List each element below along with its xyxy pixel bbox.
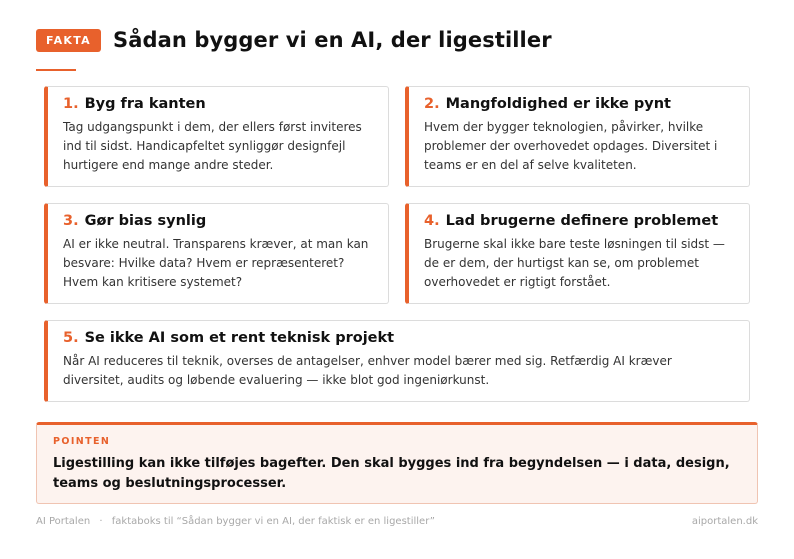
footer bbox=[36, 516, 758, 527]
card-heading-row bbox=[424, 96, 735, 112]
point-text: Ligestilling kan ikke tilføjes bagefter. Den skal bygges ind fra begyndelsen — i data, design, teams og beslutningsprocesser. bbox=[53, 456, 730, 491]
card-heading-row bbox=[63, 96, 374, 112]
card-heading: Se ikke AI som et rent teknisk projekt bbox=[84, 330, 395, 346]
footer-source: AI Portalen bbox=[36, 516, 91, 527]
card-heading: Mangfoldighed er ikke pynt bbox=[445, 96, 671, 112]
card-number: 1. bbox=[63, 96, 79, 112]
fakta-badge: FAKTA bbox=[36, 29, 101, 52]
card-number: 2. bbox=[424, 96, 440, 112]
card-heading: Gør bias synlig bbox=[84, 213, 207, 229]
card-heading-row bbox=[424, 213, 735, 229]
card-body: AI er ikke neutral. Transparens kræver, at man kan besvare: Hvilke data? Hvem er repræsenteret? Hvem kan kritisere systemet? bbox=[63, 237, 369, 289]
card-number: 3. bbox=[63, 213, 79, 229]
footer-separator: · bbox=[99, 516, 103, 527]
card-body: Tag udgangspunkt i dem, der ellers først inviteres ind til sidst. Handicapfeltet synliggør designfejl hurtigere end mange andre steder. bbox=[63, 120, 362, 172]
card-number: 5. bbox=[63, 330, 79, 346]
fact-card-3 bbox=[44, 203, 389, 304]
point-box bbox=[36, 422, 758, 504]
card-heading-row bbox=[63, 213, 374, 229]
card-body: Brugerne skal ikke bare teste løsningen til sidst — de er dem, der hurtigst kan se, om problemet overhovedet er rigtigt forstået. bbox=[424, 237, 725, 289]
card-heading: Byg fra kanten bbox=[84, 96, 206, 112]
footer-source-line bbox=[36, 516, 441, 527]
card-number: 4. bbox=[424, 213, 440, 229]
page-title: Sådan bygger vi en AI, der ligestiller bbox=[113, 28, 552, 52]
point-label: POINTEN bbox=[53, 436, 111, 447]
card-body: Når AI reduceres til teknik, overses de antagelser, enhver model bærer med sig. Retfærdig AI kræver diversitet, audits og løbende evaluering — ikke blot god ingeniørkunst. bbox=[63, 354, 672, 387]
footer-description: faktaboks til “Sådan bygger vi en AI, der faktisk er en ligestiller” bbox=[111, 516, 435, 527]
fact-card-5 bbox=[44, 320, 750, 402]
fact-card-4 bbox=[405, 203, 750, 304]
card-body: Hvem der bygger teknologien, påvirker, hvilke problemer der overhovedet opdages. Diversitet i teams er en del af selve kvaliteten. bbox=[424, 120, 718, 172]
card-heading: Lad brugerne definere problemet bbox=[445, 213, 719, 229]
fact-card-2 bbox=[405, 86, 750, 187]
header bbox=[36, 28, 552, 52]
fact-card-1 bbox=[44, 86, 389, 187]
title-divider bbox=[36, 69, 76, 71]
footer-site: aiportalen.dk bbox=[691, 516, 758, 527]
card-heading-row bbox=[63, 330, 735, 346]
